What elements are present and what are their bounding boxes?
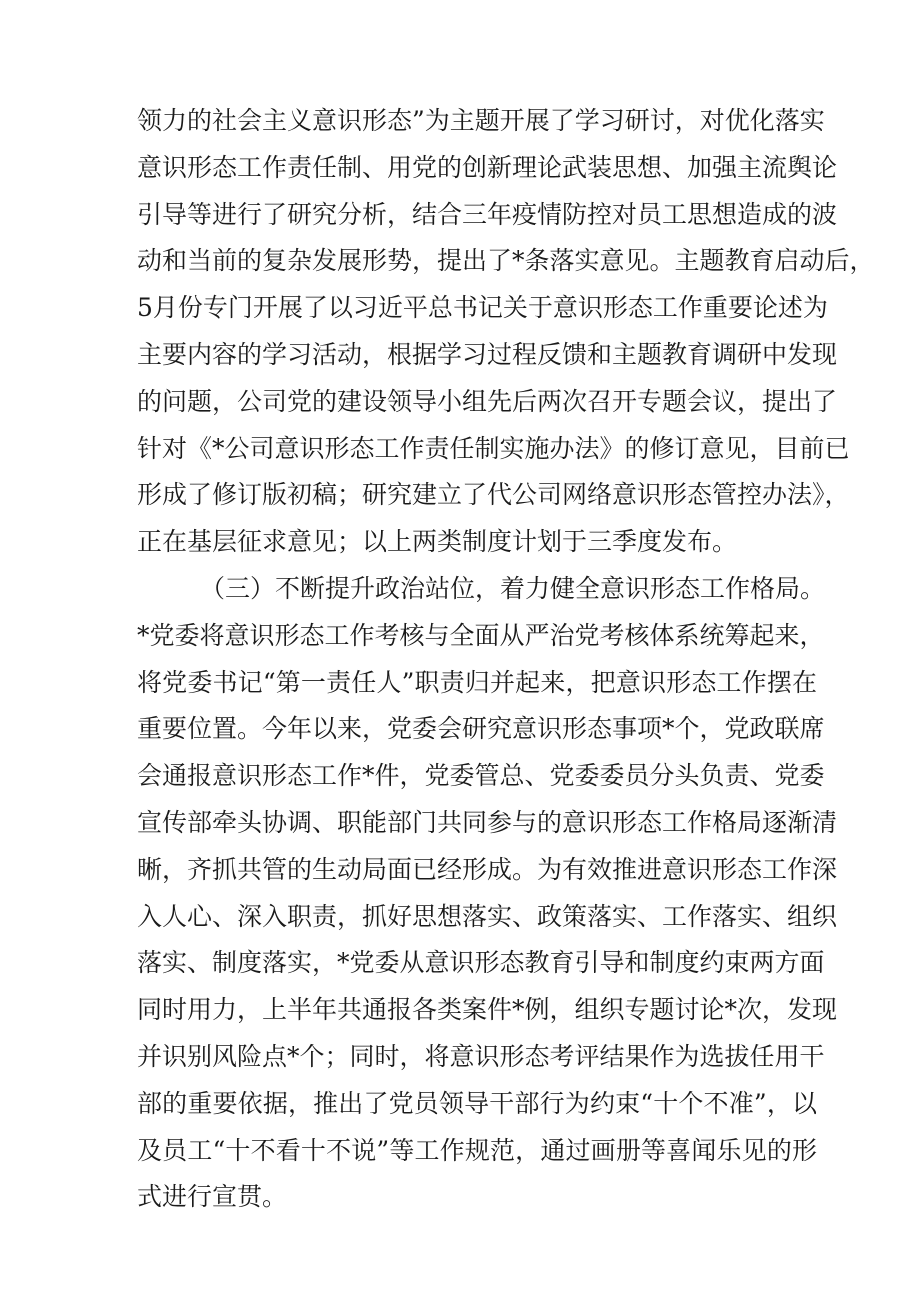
text-line: 晰，齐抓共管的生动局面已经形成。为有效推进意识形态工作深 xyxy=(137,854,838,884)
text-line: *党委将意识形态工作考核与全面从严治党考核体系统筹起来， xyxy=(137,620,825,650)
text-line: 针对《*公司意识形态工作责任制实施办法》的修订意见，目前已 xyxy=(137,433,850,463)
text-line: 的问题，公司党的建设领导小组先后两次召开专题会议，提出了 xyxy=(137,386,838,416)
text-line: 入人心、深入职责，抓好思想落实、政策落实、工作落实、组织 xyxy=(137,901,838,931)
text-line: 落实、制度落实，*党委从意识形态教育引导和制度约束两方面 xyxy=(137,948,825,978)
text-line: 宣传部牵头协调、职能部门共同参与的意识形态工作格局逐渐清 xyxy=(137,807,838,837)
text-line: 正在基层征求意见；以上两类制度计划于三季度发布。 xyxy=(137,527,738,557)
text-line: 领力的社会主义意识形态”为主题开展了学习研讨，对优化落实 xyxy=(137,106,825,135)
text-line: 将党委书记“第一责任人”职责归并起来，把意识形态工作摆在 xyxy=(137,667,817,697)
text-line: 引导等进行了研究分析，结合三年疫情防控对员工思想造成的波 xyxy=(137,199,838,229)
text-line: 会通报意识形态工作*件，党委管总、党委委员分头负责、党委 xyxy=(137,761,825,791)
text-line: 形成了修订版初稿；研究建立了代公司网络意识形态管控办法》， xyxy=(137,480,850,510)
text-line: 式进行宣贯。 xyxy=(137,1182,288,1212)
text-line: 并识别风险点*个；同时，将意识形态考评结果作为选拔任用干 xyxy=(137,1041,825,1071)
text-line: 重要位置。今年以来，党委会研究意识形态事项*个，党政联席 xyxy=(137,714,825,744)
text-line: 动和当前的复杂发展形势，提出了*条落实意见。主题教育启动后， xyxy=(137,246,875,276)
document-body xyxy=(137,98,875,1221)
text-line: 及员工“十不看十不说”等工作规范，通过画册等喜闻乐见的形 xyxy=(137,1135,817,1165)
text-line: 同时用力，上半年共通报各类案件*例，组织专题讨论*次，发现 xyxy=(137,995,838,1025)
text-line: 主要内容的学习活动，根据学习过程反馈和主题教育调研中发现 xyxy=(137,339,838,369)
text-line: 5月份专门开展了以习近平总书记关于意识形态工作重要论述为 xyxy=(137,293,828,323)
text-line: 意识形态工作责任制、用党的创新理论武装思想、加强主流舆论 xyxy=(137,152,838,182)
text-line: 部的重要依据，推出了党员领导干部行为约束“十个不准”，以 xyxy=(137,1088,817,1118)
section-heading: （三）不断提升政治站位，着力健全意识形态工作格局。 xyxy=(200,573,826,603)
